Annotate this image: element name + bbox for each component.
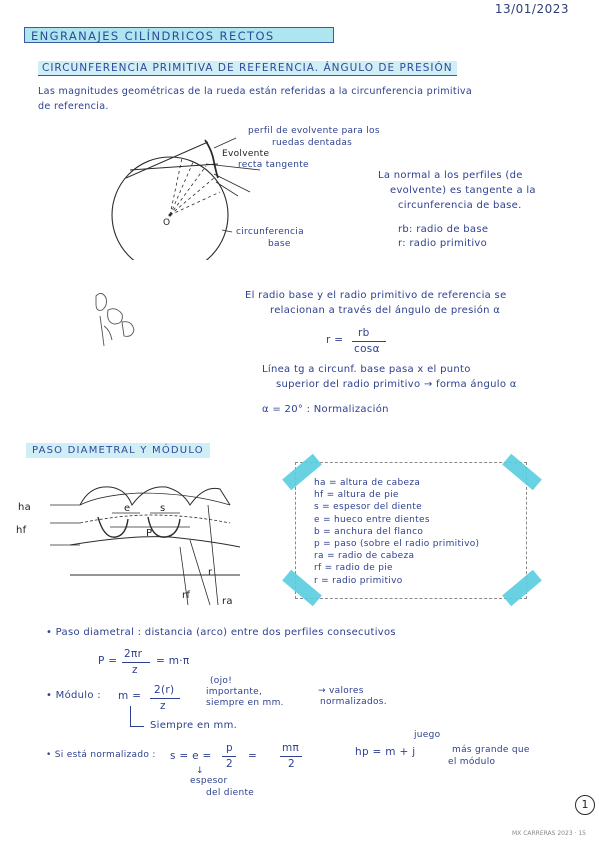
modulo-values-line1: → valores	[318, 686, 364, 696]
legend-item: rf = radio de pie	[314, 563, 393, 574]
label-origin: O	[163, 218, 171, 228]
modulo-note-line3: siempre en mm.	[206, 698, 284, 708]
page-title: ENGRANAJES CILÍNDRICOS RECTOS	[24, 27, 334, 43]
paso-formula-lhs: P =	[98, 655, 118, 667]
formula-r-fraction-bar	[352, 341, 386, 342]
norm-formula-2a: 2	[226, 758, 233, 770]
modulo-formula-lhs: m =	[118, 690, 142, 702]
label-rf: rf	[182, 590, 191, 601]
relation-line2: relacionan a través del ángulo de presión α	[270, 305, 501, 316]
note-normal-line3: circunferencia de base.	[398, 200, 522, 211]
label-perfil-line2: ruedas dentadas	[272, 138, 353, 148]
modulo-values-line2: normalizados.	[320, 697, 387, 707]
label-evolvente: Evolvente	[222, 149, 270, 159]
formula-r-denominator: cosα	[354, 343, 380, 355]
modulo-always-mm: Siempre en mm.	[150, 720, 238, 731]
radius-r	[190, 540, 213, 605]
modulo-bracket-vertical	[130, 706, 131, 726]
norm-formula-eq: =	[248, 750, 258, 762]
origin-point	[169, 214, 172, 217]
norm-formula-bar-1	[222, 756, 236, 757]
label-hf: hf	[16, 525, 27, 536]
alpha-normalization: α = 20° : Normalización	[262, 404, 389, 415]
label-perfil-line1: perfil de evolvente para los	[248, 126, 380, 136]
label-circ-base-line2: base	[268, 239, 291, 249]
tape-bottom-right	[502, 570, 542, 606]
label-ha: ha	[18, 502, 32, 513]
label-p: P	[146, 528, 153, 539]
base-circle	[112, 157, 228, 260]
espesor-note-line1: espesor	[190, 776, 228, 786]
pitch-circle	[80, 515, 230, 523]
intro-text-line1: Las magnitudes geométricas de la rueda están referidas a la circunferencia primitiva	[38, 86, 473, 97]
perfil-arrow	[214, 138, 236, 148]
legend-item: p = paso (sobre el radio primitivo)	[314, 539, 480, 550]
paso-formula-rhs: = m·π	[156, 655, 190, 667]
normalizado-label: • Si está normalizado :	[46, 750, 156, 760]
label-r: r	[208, 567, 213, 578]
definition-r: r: radio primitivo	[398, 238, 488, 249]
paso-diametral-definition: • Paso diametral : distancia (arco) entre dos perfiles consecutivos	[46, 627, 396, 638]
label-ra: ra	[222, 596, 233, 607]
modulo-formula-bar	[150, 698, 180, 699]
norm-formula-bar-2	[280, 756, 302, 757]
tangent-note-line2: superior del radio primitivo → forma ángulo α	[276, 379, 517, 390]
tip-profile	[80, 487, 230, 505]
legend-item: s = espesor del diente	[314, 502, 422, 513]
label-circ-base-line1: circunferencia	[236, 227, 304, 237]
section-heading-paso-diametral: PASO DIAMETRAL Y MÓDULO	[26, 443, 210, 458]
definition-rb: rb: radio de base	[398, 224, 489, 235]
formula-r-numerator: rb	[358, 327, 370, 339]
modulo-formula-numerator: 2(r)	[154, 684, 175, 696]
legend-note	[295, 462, 527, 599]
tape-top-right	[502, 454, 542, 490]
relation-line1: El radio base y el radio primitivo de referencia se	[245, 290, 507, 301]
legend-item: b = anchura del flanco	[314, 526, 424, 537]
legend-item: ha = altura de cabeza	[314, 478, 421, 488]
intro-text-line2: de referencia.	[38, 101, 109, 112]
hand-doodle	[86, 286, 156, 356]
norm-formula-2b: 2	[288, 758, 295, 770]
paso-formula-numerator: 2πr	[124, 648, 143, 660]
label-recta-tangente: recta tangente	[238, 160, 309, 170]
legend-item: ra = radio de cabeza	[314, 551, 415, 562]
label-e: e	[124, 503, 131, 514]
legend-item: e = hueco entre dientes	[314, 514, 430, 525]
juego-note-line1: más grande que	[452, 745, 530, 755]
page-number: 1	[575, 795, 595, 815]
note-normal-line1: La normal a los perfiles (de	[378, 170, 523, 181]
modulo-note-line2: importante,	[206, 687, 263, 697]
circ-arrow	[222, 230, 232, 232]
juego-label: juego	[414, 730, 441, 740]
involute-curve	[205, 140, 218, 178]
radius-ra	[208, 505, 218, 605]
juego-note-line2: el módulo	[448, 757, 496, 767]
root-circle	[70, 537, 240, 547]
legend-list	[314, 477, 479, 587]
legend-item: r = radio primitivo	[314, 575, 403, 586]
section-heading-circunferencia: CIRCUNFERENCIA PRIMITIVA DE REFERENCIA. ÁNGULO DE PRESIÓN	[38, 61, 457, 76]
note-normal-line2: evolvente) es tangente a la	[390, 185, 536, 196]
gear-tooth-diagram	[40, 465, 250, 610]
formula-r-lhs: r =	[326, 334, 344, 346]
tangent-ray-upper	[126, 142, 208, 178]
norm-formula-p: p	[226, 742, 233, 754]
espesor-note-arrow: ↓	[196, 766, 204, 776]
label-s: s	[160, 503, 166, 514]
tip-circle	[80, 493, 230, 505]
norm-formula-mpi: mπ	[282, 742, 300, 754]
modulo-label: • Módulo :	[46, 690, 101, 701]
hp-formula: hp = m + j	[355, 746, 416, 758]
legend-item: hf = altura de pie	[314, 490, 399, 501]
espesor-note-line2: del diente	[206, 788, 255, 798]
footer-text: MX CARRERAS 2023 · 15	[512, 830, 586, 837]
paso-formula-denominator: z	[132, 664, 138, 676]
paso-formula-bar	[122, 662, 150, 663]
modulo-note-line1: (ojo!	[210, 676, 233, 686]
norm-formula-lhs: s = e =	[170, 750, 212, 762]
date-stamp: 13/01/2023	[494, 2, 569, 16]
modulo-bracket-horizontal	[130, 726, 144, 727]
tangent-note-line1: Línea tg a circunf. base pasa x el punto	[262, 364, 471, 375]
modulo-formula-denominator: z	[160, 700, 166, 712]
